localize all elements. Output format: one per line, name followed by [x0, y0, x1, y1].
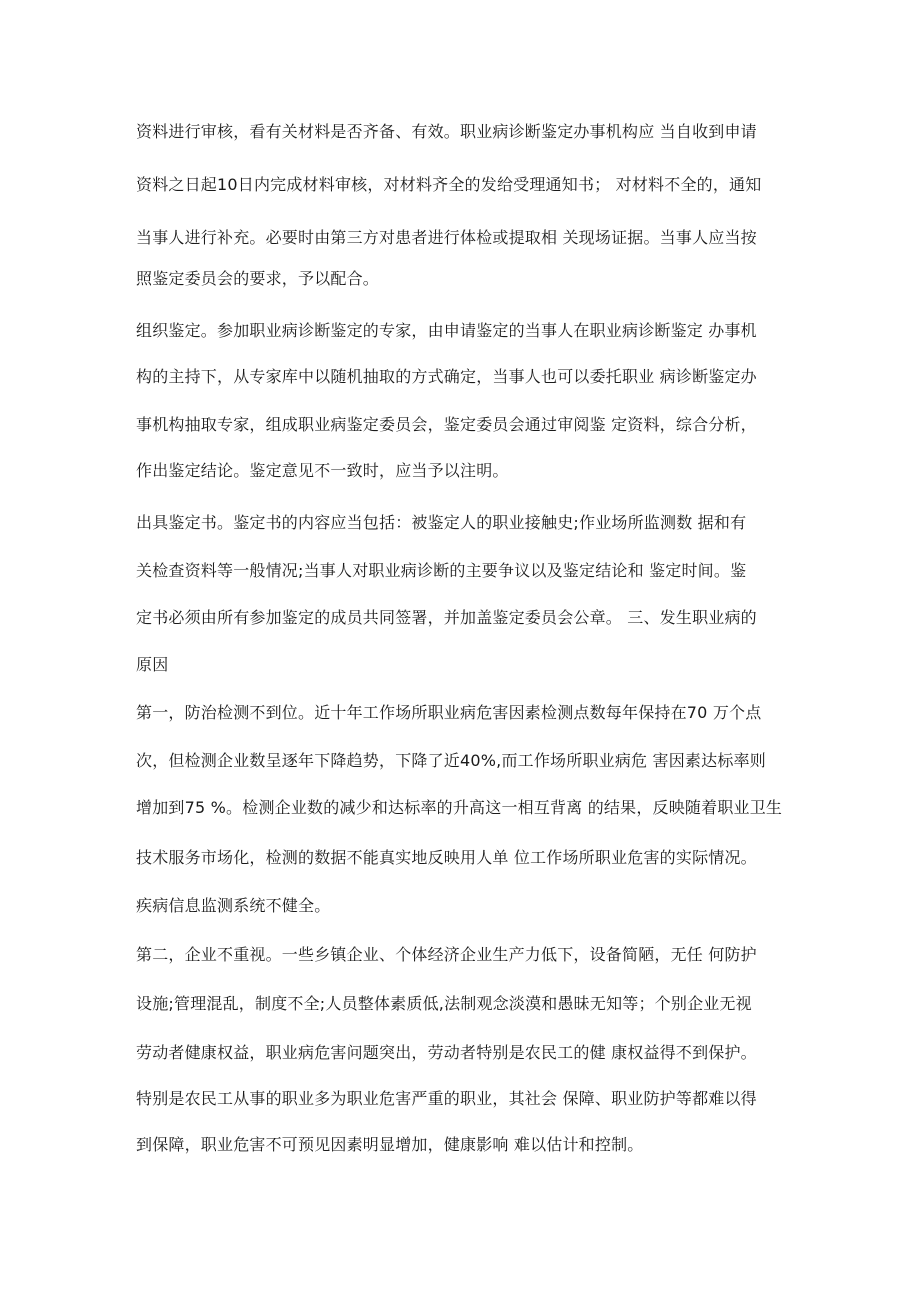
text-line: 照鉴定委员会的要求，予以配合。 — [136, 269, 380, 288]
text-line: 出具鉴定书。鉴定书的内容应当包括：被鉴定人的职业接触史;作业场所监测数 据和有 — [136, 513, 747, 532]
text-line: 特别是农民工从事的职业多为职业危害严重的职业，其社会 保障、职业防护等都难以得 — [136, 1089, 757, 1108]
text-line: 资料之日起10日内完成材料审核，对材料齐全的发给受理通知书； 对材料不全的，通知 — [136, 175, 762, 194]
text-line: 定书必须由所有参加鉴定的成员共同签署，并加盖鉴定委员会公章。 三、发生职业病的 — [136, 608, 757, 627]
text-line: 技术服务市场化，检测的数据不能真实地反映用人单 位工作场所职业危害的实际情况。 — [136, 848, 757, 867]
text-line: 劳动者健康权益，职业病危害问题突出，劳动者特别是农民工的健 康权益得不到保护。 — [136, 1043, 757, 1062]
text-line: 设施;管理混乱，制度不全;人员整体素质低,法制观念淡漠和愚昧无知等；个别企业无视 — [136, 994, 752, 1013]
text-line: 疾病信息监测系统不健全。 — [136, 896, 331, 915]
text-line: 当事人进行补充。必要时由第三方对患者进行体检或提取相 关现场证据。当事人应当按 — [136, 228, 757, 247]
text-line: 次，但检测企业数呈逐年下降趋势，下降了近40%,而工作场所职业病危 害因素达标率则 — [136, 751, 766, 770]
text-line: 原因 — [136, 655, 169, 674]
text-line: 构的主持下，从专家库中以随机抽取的方式确定，当事人也可以委托职业 病诊断鉴定办 — [136, 367, 757, 386]
text-line: 增加到75 %。检测企业数的减少和达标率的升高这一相互背离 的结果，反映随着职业卫生 — [136, 798, 783, 817]
text-line: 资料进行审核，看有关材料是否齐备、有效。职业病诊断鉴定办事机构应 当自收到申请 — [136, 122, 757, 141]
text-line: 组织鉴定。参加职业病诊断鉴定的专家，由申请鉴定的当事人在职业病诊断鉴定 办事机 — [136, 321, 757, 340]
text-line: 关检查资料等一般情况;当事人对职业病诊断的主要争议以及鉴定结论和 鉴定时间。鉴 — [136, 561, 747, 580]
text-line: 第一，防治检测不到位。近十年工作场所职业病危害因素检测点数每年保持在70 万个点 — [136, 703, 762, 722]
text-line: 到保障，职业危害不可预见因素明显增加，健康影响 难以估计和控制。 — [136, 1135, 644, 1154]
text-line: 作出鉴定结论。鉴定意见不一致时，应当予以注明。 — [136, 461, 509, 480]
text-line: 第二，企业不重视。一些乡镇企业、个体经济企业生产力低下，设备简陋，无任 何防护 — [136, 945, 757, 964]
text-line: 事机构抽取专家，组成职业病鉴定委员会，鉴定委员会通过审阅鉴 定资料，综合分析， — [136, 415, 757, 434]
